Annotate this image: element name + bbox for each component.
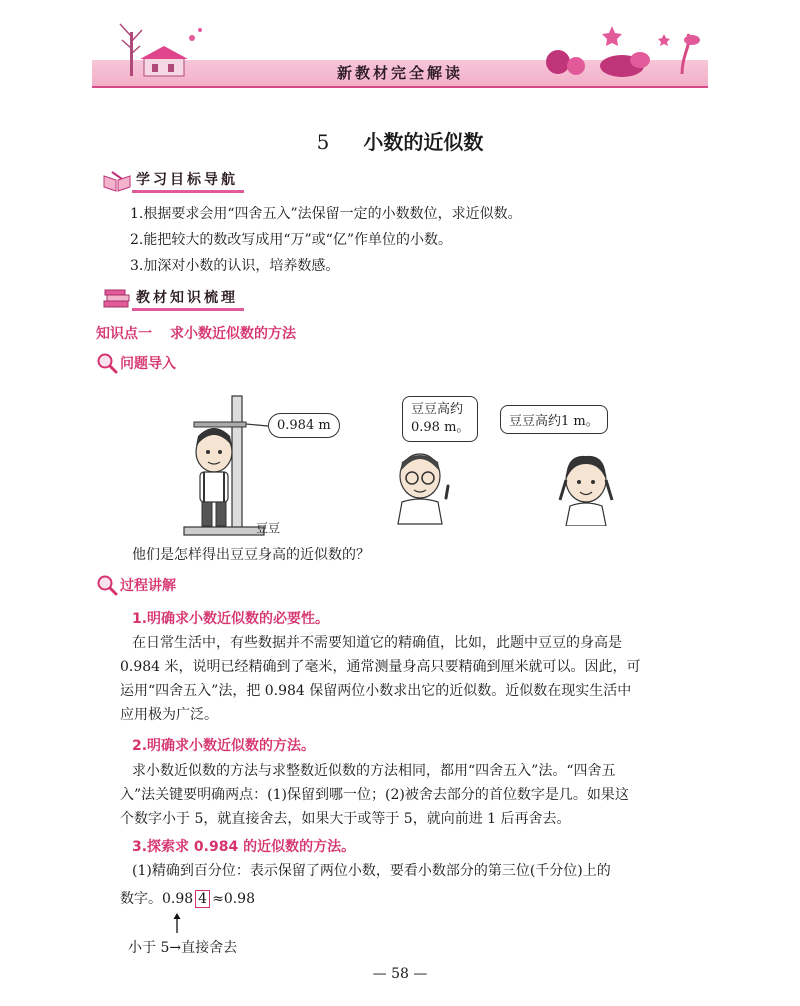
process-tag-label: 过程讲解 [120,578,176,594]
step2-line-2: 入”法关键要明确两点：(1)保留到哪一位；(2)被舍去部分的首位数字是几。如果这 [120,787,629,803]
bubble-dot-icon [198,28,202,32]
goal-item-2: 2.能把较大的数改写成用“万”或“亿”作单位的小数。 [130,232,452,248]
page-number: — 58 — [372,966,428,982]
goals-banner [102,168,244,194]
section-title [0,126,800,155]
measure-bubble: 0.984 m [268,413,340,438]
up-arrow-icon [172,912,182,934]
step2-line-1: 求小数近似数的方法与求整数近似数的方法相同，都用“四舍五入”法。“四舍五 [132,763,616,779]
step1-line-3: 运用“四舍五入”法，把 0.984 保留两位小数求出它的近似数。近似数在现实生活中 [120,683,632,699]
magnifier-icon [96,352,118,374]
book-stack-icon [102,288,132,310]
section-number: 5 [316,130,330,154]
step2-heading: 2.明确求小数近似数的方法。 [132,738,316,754]
calc-prefix: 数字。0.98 [120,891,194,907]
step3-heading: 3.探索求 0.984 的近似数的方法。 [132,839,356,855]
boy-speech-line-1: 豆豆高约 [411,402,464,417]
calc-boxed-digit: 4 [195,890,210,908]
girl-speech-bubble: 豆豆高约1 m。 [500,405,608,434]
knowledge-banner [102,286,244,312]
step1-line-1: 在日常生活中，有些数据并不需要知道它的精确值，比如，此题中豆豆的身高是 [132,635,622,651]
bubble-dot-icon [189,35,195,41]
boy-speech-bubble [402,396,478,442]
step1-line-2: 0.984 米，说明已经精确到了毫米，通常测量身高只要精确到厘米就可以。因此，可 [120,659,641,675]
magnifier-icon [96,574,118,596]
knowledge-point-label: 知识点一 [96,326,152,342]
step1-heading: 1.明确求小数近似数的必要性。 [132,611,330,627]
process-tag [96,574,176,596]
boy-speech-line-2: 0.98 m。 [411,420,470,435]
star-icon [602,26,670,46]
knowledge-point-heading [96,323,296,343]
child-name-label: 豆豆 [256,521,281,535]
boy-with-glasses-icon [384,446,464,526]
knowledge-point-title: 求小数近似数的方法 [170,326,296,342]
girl-icon [548,450,624,526]
goal-item-3: 3.加深对小数的认识，培养数感。 [130,258,340,274]
step2-line-3: 个数字小于 5，就直接舍去，如果大于或等于 5，就向前进 1 后再舍去。 [120,811,571,827]
knowledge-banner-label: 教材知识梳理 [132,287,244,311]
header-title: 新教材完全解读 [336,64,463,82]
boy-doudou-icon [196,428,232,526]
open-book-icon [102,170,132,192]
calc-expression [120,888,255,908]
intro-tag-label: 问题导入 [120,356,176,372]
step3-line-1: (1)精确到百分位：表示保留了两位小数，要看小数部分的第三位(千分位)上的 [132,863,611,879]
goal-item-1: 1.根据要求会用“四舍五入”法保留一定的小数数位，求近似数。 [130,206,522,222]
calc-suffix: ≈0.98 [212,891,255,907]
goals-banner-label: 学习目标导航 [132,169,244,193]
intro-question: 他们是怎样得出豆豆身高的近似数的？ [132,547,370,563]
step1-line-4: 应用极为广泛。 [120,707,218,723]
calc-note: 小于 5→直接舍去 [128,940,238,956]
section-title-text: 小数的近似数 [363,130,484,154]
intro-tag [96,352,176,374]
